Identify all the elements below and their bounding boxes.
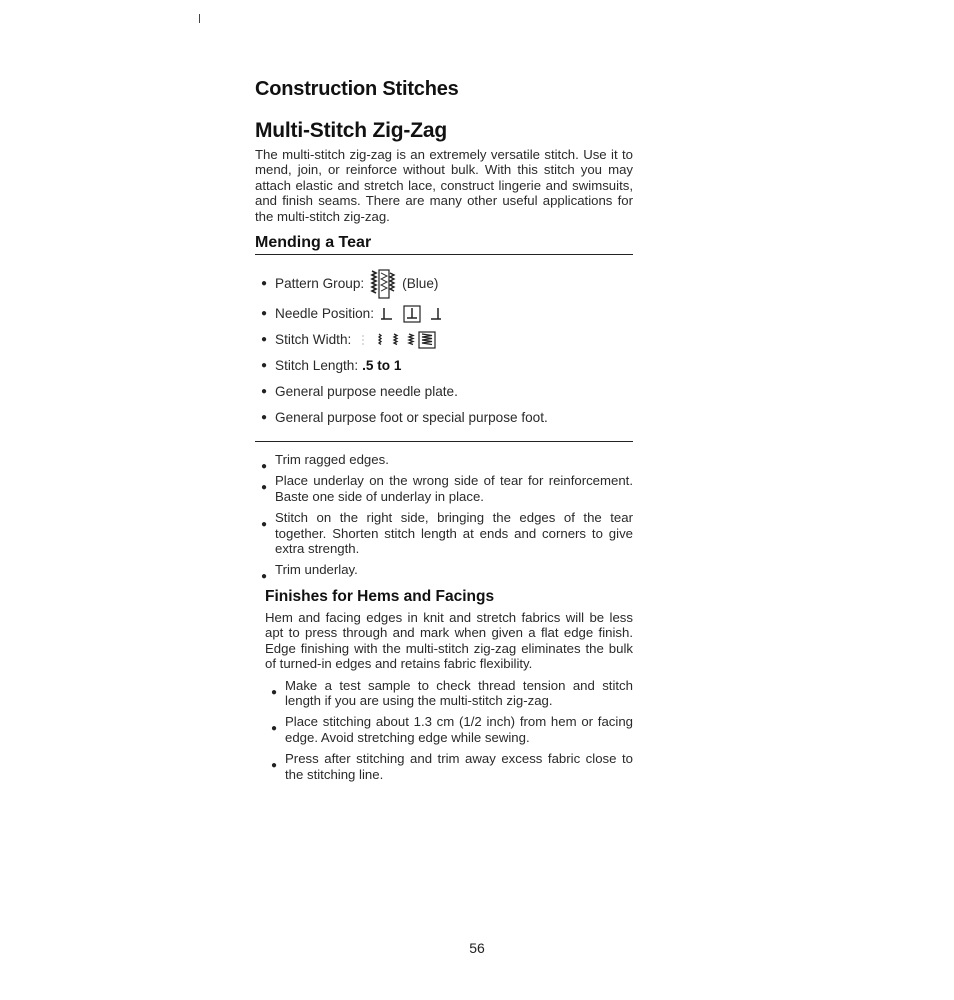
setting-pattern-group xyxy=(255,267,633,301)
finishes-section xyxy=(255,610,633,782)
bullet: ● xyxy=(271,760,278,772)
bullet: ● xyxy=(261,308,268,320)
bullet: ● xyxy=(261,278,268,290)
bullet: ● xyxy=(261,412,268,424)
setting-label: Pattern Group: xyxy=(275,276,365,292)
setting-needle-position xyxy=(255,301,633,327)
intro-paragraph: The multi-stitch zig-zag is an extremely versatile stitch. Use it to mend, join, or reinforce without bulk. With this stitch you may attach elastic and stretch lace, construct lingerie and swimsuits, and finish seams. There are many other useful applications for the multi-stitch zig-zag. xyxy=(255,147,633,224)
setting-label: Needle Position: xyxy=(275,306,374,322)
mending-steps xyxy=(255,452,633,583)
list-item xyxy=(265,714,633,745)
setting-stitch-length xyxy=(255,353,633,379)
setting-suffix: (Blue) xyxy=(402,276,439,292)
stitch-title: Multi-Stitch Zig-Zag xyxy=(255,119,447,142)
setting-label: Stitch Width: xyxy=(275,332,352,348)
setting-value: .5 to 1 xyxy=(362,358,402,374)
step-text: Place underlay on the wrong side of tear for reinforcement. Baste one side of underlay in place. xyxy=(275,473,633,504)
mending-heading: Mending a Tear xyxy=(255,234,633,255)
needle-position-icon xyxy=(380,305,444,323)
edge-mark xyxy=(199,14,200,23)
bullet: ● xyxy=(261,461,268,473)
bullet: ● xyxy=(261,386,268,398)
setting-label: General purpose needle plate. xyxy=(275,384,458,400)
setting-foot xyxy=(255,405,633,431)
page-content xyxy=(255,78,633,788)
stitch-width-icon xyxy=(357,331,445,349)
bullet: ● xyxy=(261,360,268,372)
bullet: ● xyxy=(271,686,278,698)
list-item xyxy=(265,751,633,782)
finishes-steps xyxy=(265,678,633,782)
list-item xyxy=(265,678,633,709)
finishes-paragraph: Hem and facing edges in knit and stretch fabrics will be less apt to press through and mark when given a flat edge finish. Edge finishing with the multi-stitch zig-zag eliminates the bulk of turned-in edges and retains fabric flexibility. xyxy=(265,609,633,672)
settings-list xyxy=(255,267,633,442)
bullet: ● xyxy=(261,482,268,494)
list-item xyxy=(255,452,633,473)
list-item xyxy=(255,473,633,504)
step-text: Trim ragged edges. xyxy=(275,452,389,468)
setting-label: Stitch Length: xyxy=(275,358,359,374)
setting-stitch-width xyxy=(255,327,633,353)
section-title: Construction Stitches xyxy=(255,78,459,100)
bullet: ● xyxy=(261,334,268,346)
list-item xyxy=(255,510,633,556)
step-text: Place stitching about 1.3 cm (1/2 inch) from hem or facing edge. Avoid stretching edge while sewing. xyxy=(285,714,633,745)
setting-needle-plate xyxy=(255,379,633,405)
setting-label: General purpose foot or special purpose foot. xyxy=(275,410,548,426)
finishes-heading: Finishes for Hems and Facings xyxy=(265,587,495,605)
page-number: 56 xyxy=(469,940,485,956)
step-text: Press after stitching and trim away excess fabric close to the stitching line. xyxy=(285,751,633,782)
step-text: Trim underlay. xyxy=(275,562,358,578)
pattern-group-icon xyxy=(370,267,396,301)
bullet: ● xyxy=(261,571,268,583)
bullet: ● xyxy=(271,723,278,735)
step-text: Make a test sample to check thread tension and stitch length if you are using the multi-stitch zig-zag. xyxy=(285,677,633,708)
list-item xyxy=(255,562,633,583)
step-text: Stitch on the right side, bringing the edges of the tear together. Shorten stitch length at ends and corners to give extra strength. xyxy=(275,510,633,557)
bullet: ● xyxy=(261,519,268,531)
